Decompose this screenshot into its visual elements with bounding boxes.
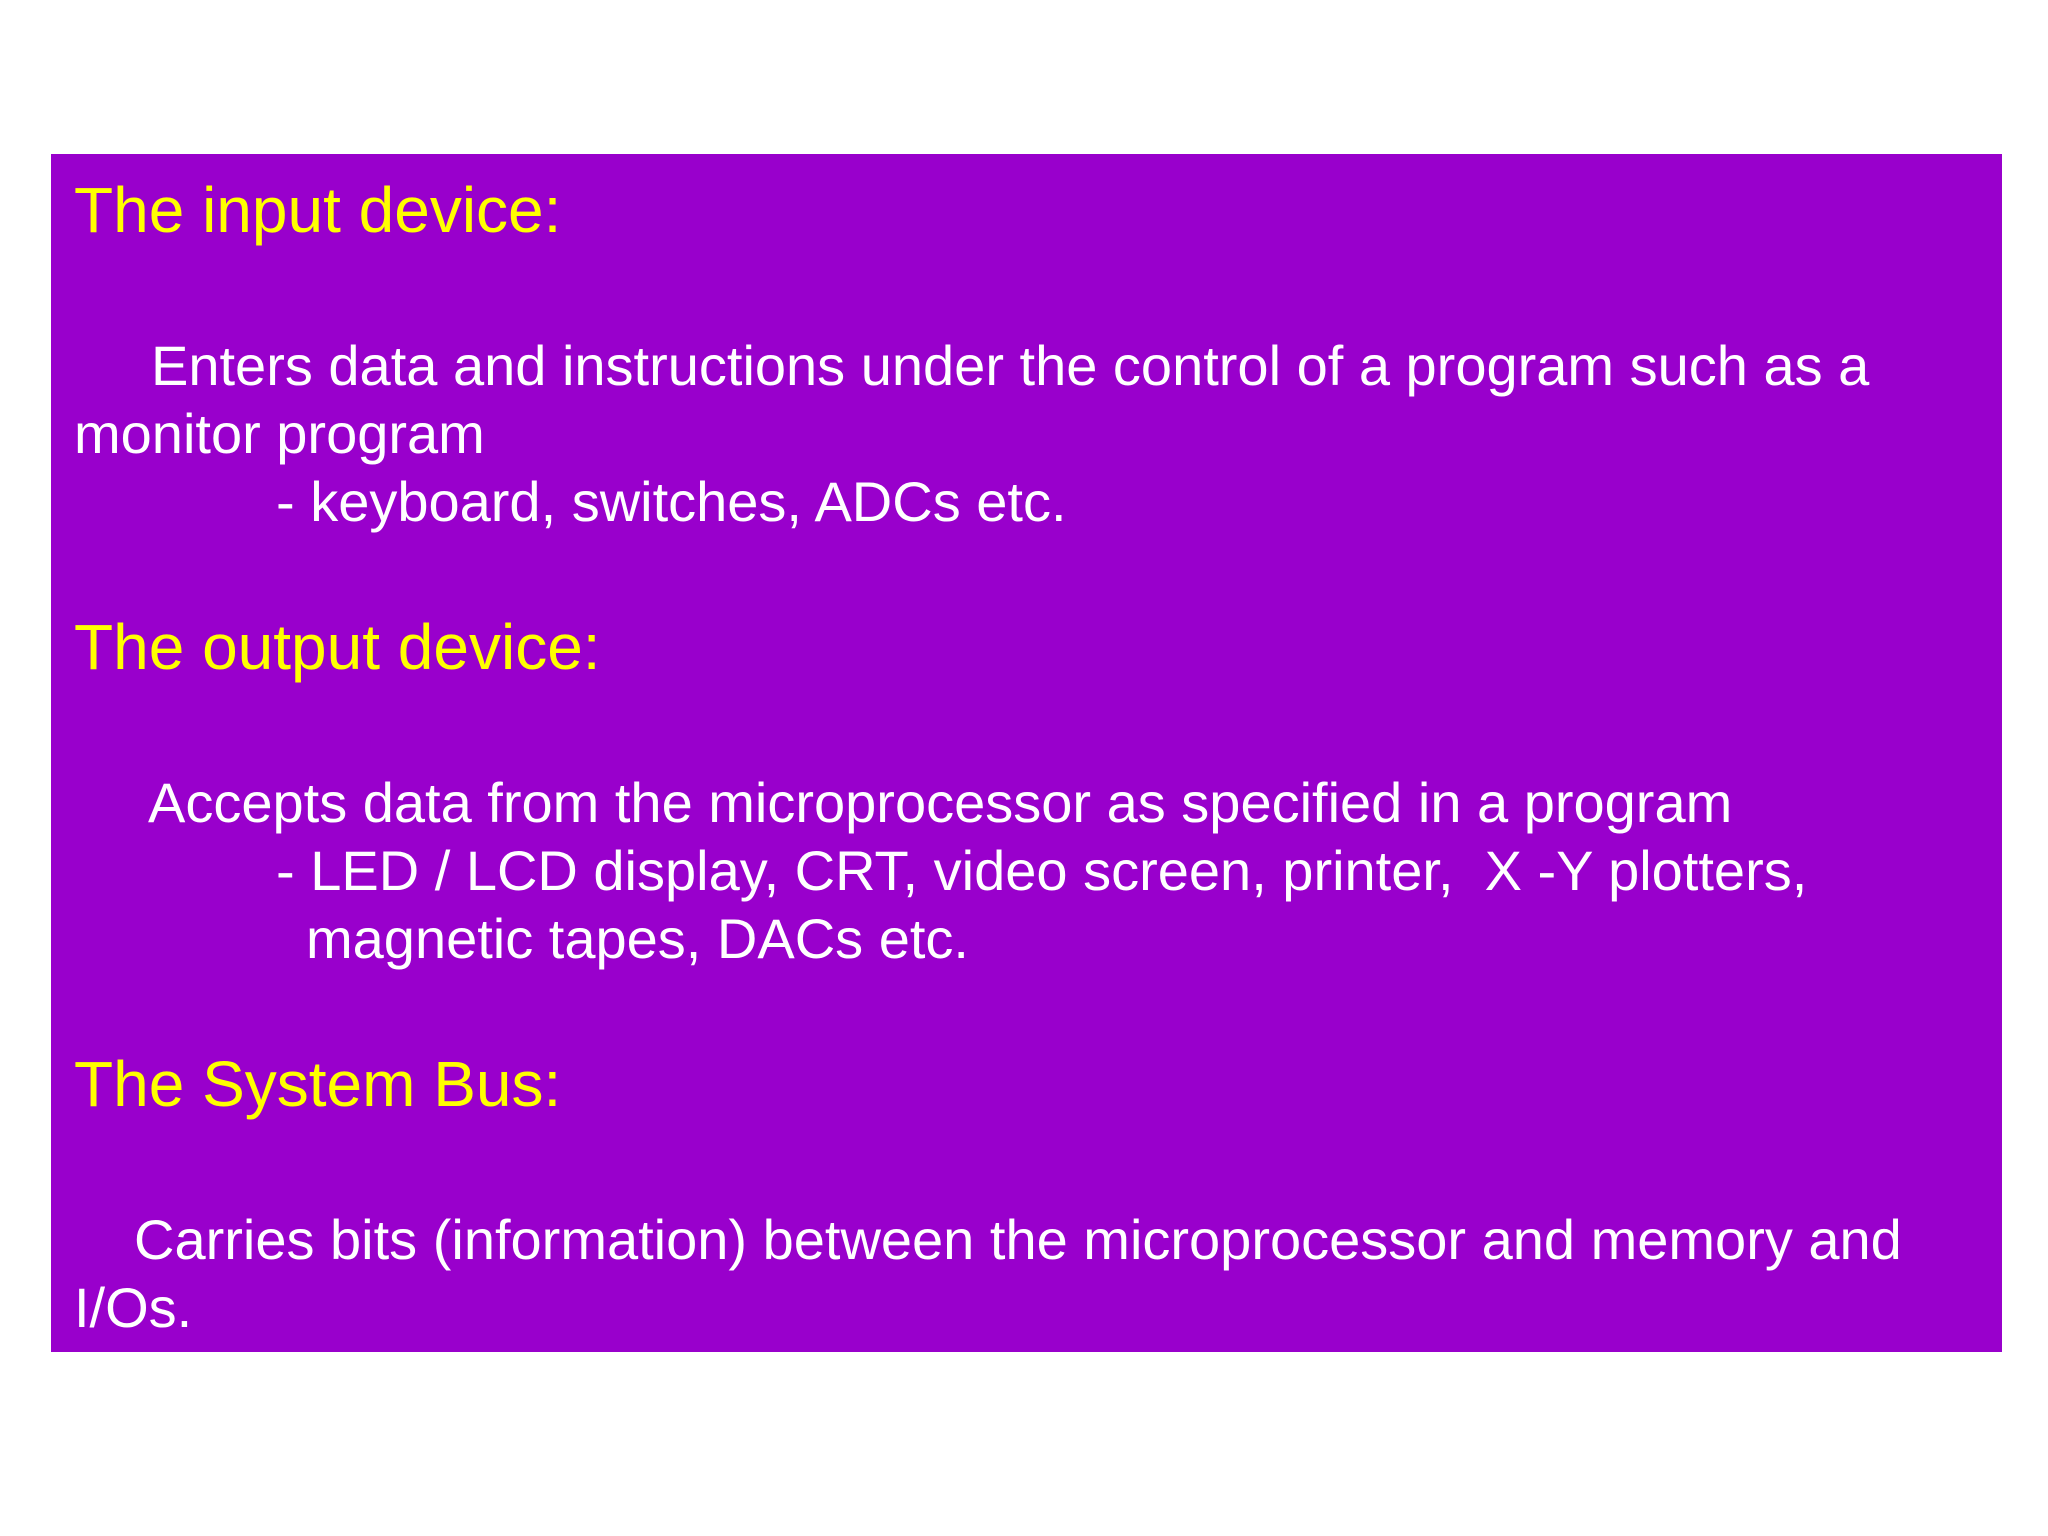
content-panel	[51, 154, 2002, 1352]
input-device-heading: The input device:	[74, 174, 562, 246]
output-device-examples-line-2: magnetic tapes, DACs etc.	[306, 907, 969, 970]
input-device-description-line-2: monitor program	[74, 402, 485, 465]
system-bus-description-line-2: I/Os.	[74, 1276, 193, 1339]
input-device-description-line-1: Enters data and instructions under the control of a program such as a	[151, 334, 1870, 397]
system-bus-description-line-1: Carries bits (information) between the microprocessor and memory and	[134, 1208, 1902, 1271]
input-device-examples: - keyboard, switches, ADCs etc.	[276, 470, 1067, 533]
output-device-heading: The output device:	[74, 611, 601, 683]
output-device-description: Accepts data from the microprocessor as specified in a program	[148, 771, 1733, 834]
output-device-examples-line-1: - LED / LCD display, CRT, video screen, printer, X -Y plotters,	[276, 839, 1808, 902]
system-bus-heading: The System Bus:	[74, 1048, 562, 1120]
